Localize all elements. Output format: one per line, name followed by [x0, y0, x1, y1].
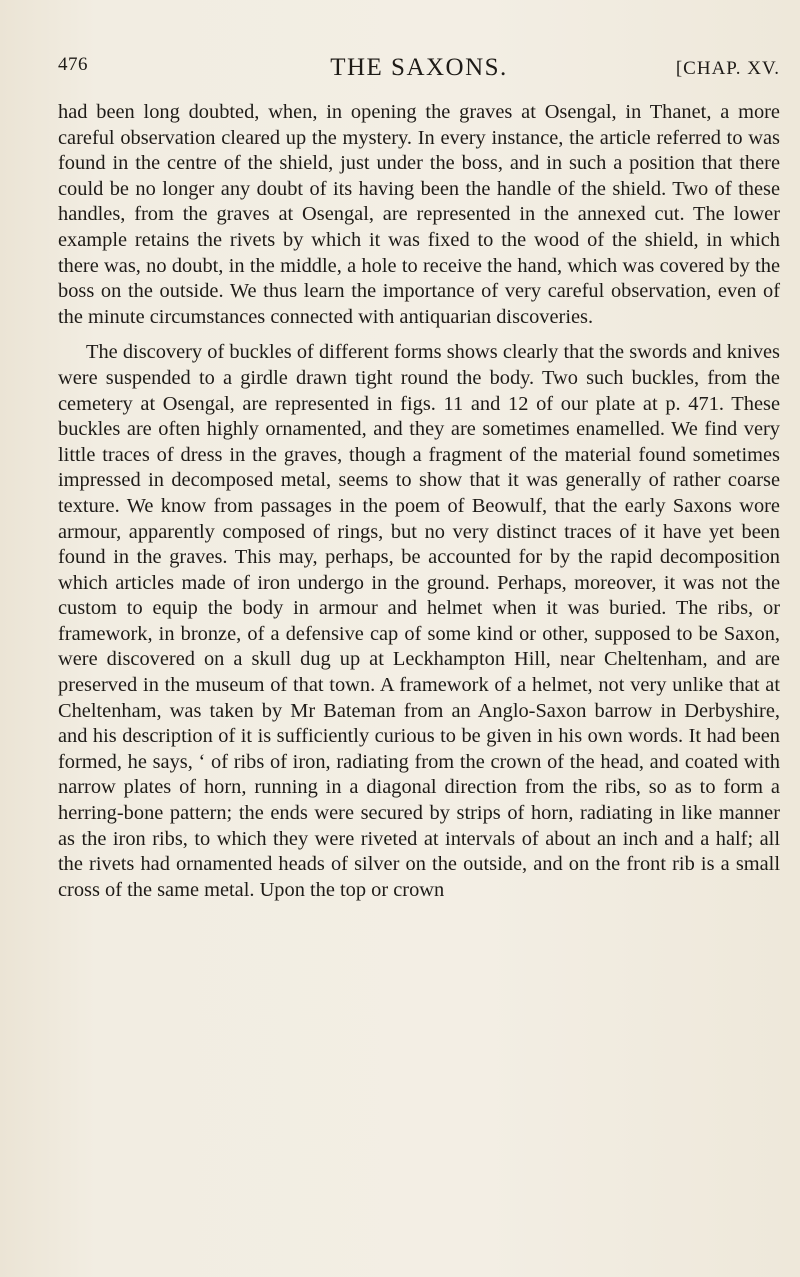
paragraph-shield-handle: had been long doubted, when, in opening the graves at Osengal, in Thanet, a more careful observation cleared up the mystery. In every instance, the article referred to was found in the centre of the shield, just under the boss, and in such a position that there could be no longer any doubt of its having been the handle of the shield. Two of these handles, from the graves at Osengal, are represented in the annexed cut. The lower example retains the rivets by which it was fixed to the wood of the shield, in which there was, no doubt, in the middle, a hole to receive the hand, which was covered by the boss on the outside. We thus learn the importance of very careful observation, even of the minute circumstances connected with antiquarian discoveries. [58, 101, 780, 328]
running-title: THE SAXONS. [330, 54, 508, 81]
page-number: 476 [58, 54, 88, 75]
body-text [58, 100, 780, 903]
paragraph-buckles-armour: The discovery of buckles of different forms shows clearly that the swords and knives were suspended to a girdle drawn tight round the body. Two such buckles, from the cemetery at Osengal, are represented in figs. 11 and 12 of our plate at p. 471. These buckles are often highly ornamented, and they are sometimes enamelled. We find very little traces of dress in the graves, though a fragment of the material found sometimes impressed in decomposed metal, seems to show that it was generally of rather coarse texture. We know from passages in the poem of Beowulf, that the early Saxons wore armour, apparently composed of rings, but no very distinct traces of it have yet been found in the graves. This may, perhaps, be accounted for by the rapid decomposition which articles made of iron undergo in the ground. Perhaps, moreover, it was not the custom to equip the body in armour and helmet when it was buried. The ribs, or framework, in bronze, of a defensive cap of some kind or other, supposed to be Saxon, were discovered on a skull dug up at Leckhampton Hill, near Cheltenham, and are preserved in the museum of that town. A framework of a helmet, not very unlike that at Cheltenham, was taken by Mr Bateman from an Anglo-Saxon barrow in Derbyshire, and his description of it is sufficiently curious to be given in his own words. It had been formed, he says, ‘ of ribs of iron, radiating from the crown of the head, and coated with narrow plates of horn, running in a diagonal direction from the ribs, so as to form a herring-bone pattern; the ends were secured by strips of horn, radiating in like manner as the iron ribs, to which they were riveted at intervals of about an inch and a half; all the rivets had ornamented heads of silver on the outside, and on the front rib is a small cross of the same metal. Upon the top or crown [58, 341, 780, 901]
chapter-label: [CHAP. XV. [675, 58, 780, 79]
page-header [58, 54, 780, 94]
